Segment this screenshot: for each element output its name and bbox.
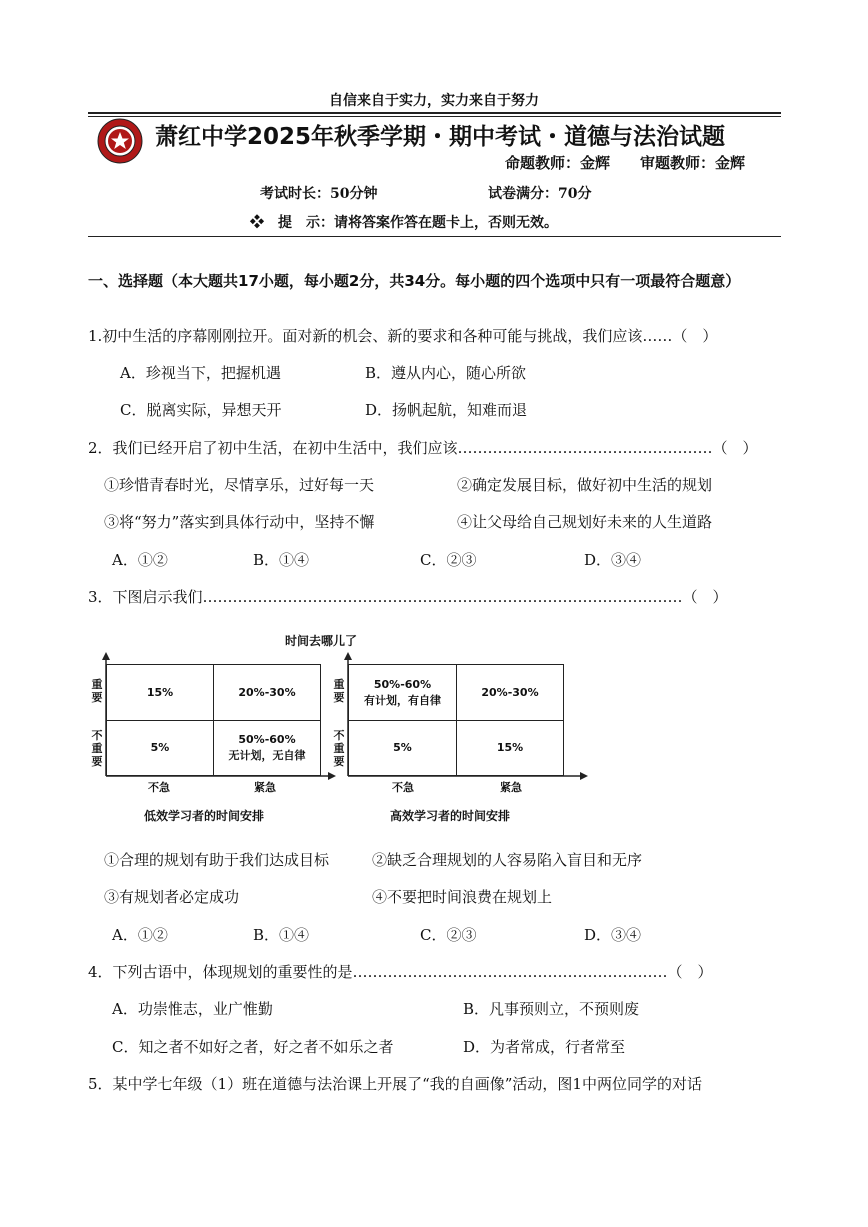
left-cell-unimportant-urgent	[213, 720, 321, 776]
header-rule-bottom	[88, 236, 781, 237]
left-cell-unimportant-not-urgent	[106, 720, 214, 776]
left-col-label-not-urgent: 不急	[148, 781, 170, 794]
q1-option-c: C．脱离实际，异想天开	[120, 401, 282, 419]
question-3-stem: 3．下图启示我们……………………………………………………………………………………（ ）	[88, 588, 728, 606]
right-panel-caption: 高效学习者的时间安排	[390, 809, 511, 823]
q2-statement-4: ④让父母给自己规划好未来的人生道路	[457, 513, 713, 531]
q3-option-c: C．②③	[420, 926, 477, 944]
right-col-label-not-urgent: 不急	[392, 781, 414, 794]
q3-statement-1: ①合理的规划有助于我们达成目标	[104, 851, 330, 869]
left-row-label-unimportant: 不重要	[91, 729, 103, 768]
q2-option-b: B．①④	[253, 551, 310, 569]
school-seal-logo	[97, 118, 143, 164]
cell-value: 5%	[150, 741, 170, 754]
header-rule-top-thin	[88, 116, 781, 117]
q3-statement-2: ②缺乏合理规划的人容易陷入盲目和无序	[372, 851, 643, 869]
left-row-label-important: 重要	[91, 678, 103, 704]
chart-title: 时间去哪儿了	[285, 634, 358, 648]
right-cell-unimportant-urgent	[456, 720, 564, 776]
q3-option-b: B．①④	[253, 926, 310, 944]
cell-value: 50%-60%	[238, 733, 296, 746]
cell-value: 15%	[496, 741, 524, 754]
cell-value: 20%-30%	[481, 685, 539, 699]
q2-statement-1: ①珍惜青春时光，尽情享乐，过好每一天	[104, 476, 375, 494]
q2-option-d: D．③④	[584, 551, 642, 569]
q4-option-a: A．功崇惟志，业广惟勤	[112, 1000, 273, 1018]
section-heading: 一、选择题（本大题共17小题，每小题2分，共34分。每小题的四个选项中只有一项最符合题意）	[88, 272, 741, 290]
full-score: 试卷满分：70分	[488, 186, 592, 202]
q1-option-b: B．遵从内心，随心所欲	[365, 364, 527, 382]
answer-hint: ❖ 提 示：请将答案作答在题卡上，否则无效。	[250, 215, 558, 231]
left-panel-caption: 低效学习者的时间安排	[144, 809, 265, 823]
q3-option-d: D．③④	[584, 926, 642, 944]
q4-option-d: D．为者常成，行者常至	[463, 1038, 626, 1056]
q2-option-c: C．②③	[420, 551, 477, 569]
right-cell-important-not-urgent	[348, 664, 457, 721]
q2-statement-2: ②确定发展目标，做好初中生活的规划	[457, 476, 713, 494]
question-2-stem: 2．我们已经开启了初中生活，在初中生活中，我们应该……………………………………………（ ）	[88, 439, 758, 457]
question-5-stem: 5．某中学七年级（1）班在道德与法治课上开展了“我的自画像”活动，图1中两位同学的对话	[88, 1075, 702, 1093]
teachers-line: 命题教师：金辉 审题教师：金辉	[505, 154, 746, 172]
right-cell-unimportant-not-urgent	[348, 720, 457, 776]
exam-title: 萧红中学2025年秋季学期・期中考试・道德与法治试题	[155, 124, 726, 150]
question-1-stem: 1.初中生活的序幕刚刚拉开。面对新的机会、新的要求和各种可能与挑战，我们应该……（ ）	[88, 327, 718, 345]
q3-statement-4: ④不要把时间浪费在规划上	[372, 888, 553, 906]
q1-option-d: D．扬帆起航，知难而退	[365, 401, 528, 419]
cell-value: 50%-60%	[373, 677, 432, 691]
cell-note: 有计划，有自律	[364, 693, 441, 707]
left-col-label-urgent: 紧急	[254, 781, 276, 794]
exam-duration: 考试时长：50分钟	[260, 186, 378, 202]
q3-statement-3: ③有规划者必定成功	[104, 888, 240, 906]
right-col-label-urgent: 紧急	[500, 781, 522, 794]
q2-option-a: A．①②	[112, 551, 168, 569]
cell-value: 5%	[393, 741, 412, 754]
right-cell-important-urgent	[456, 664, 564, 721]
q4-option-b: B．凡事预则立，不预则废	[463, 1000, 640, 1018]
cell-value: 15%	[146, 685, 174, 699]
q4-option-c: C．知之者不如好之者，好之者不如乐之者	[112, 1038, 394, 1056]
left-cell-important-not-urgent	[106, 664, 214, 721]
q1-option-a: A．珍视当下，把握机遇	[120, 364, 281, 382]
header-rule-top	[88, 112, 781, 114]
q3-option-a: A．①②	[112, 926, 168, 944]
right-row-label-unimportant: 不重要	[333, 729, 345, 768]
q2-statement-3: ③将“努力”落实到具体行动中，坚持不懈	[104, 513, 375, 531]
left-cell-important-urgent	[213, 664, 321, 721]
right-row-label-important: 重要	[333, 678, 345, 704]
motto: 自信来自于实力，实力来自于努力	[329, 93, 539, 109]
cell-note: 无计划，无自律	[228, 749, 306, 762]
cell-value: 20%-30%	[238, 685, 296, 699]
question-4-stem: 4．下列古语中，体现规划的重要性的是………………………………………………………（ ）	[88, 963, 713, 981]
